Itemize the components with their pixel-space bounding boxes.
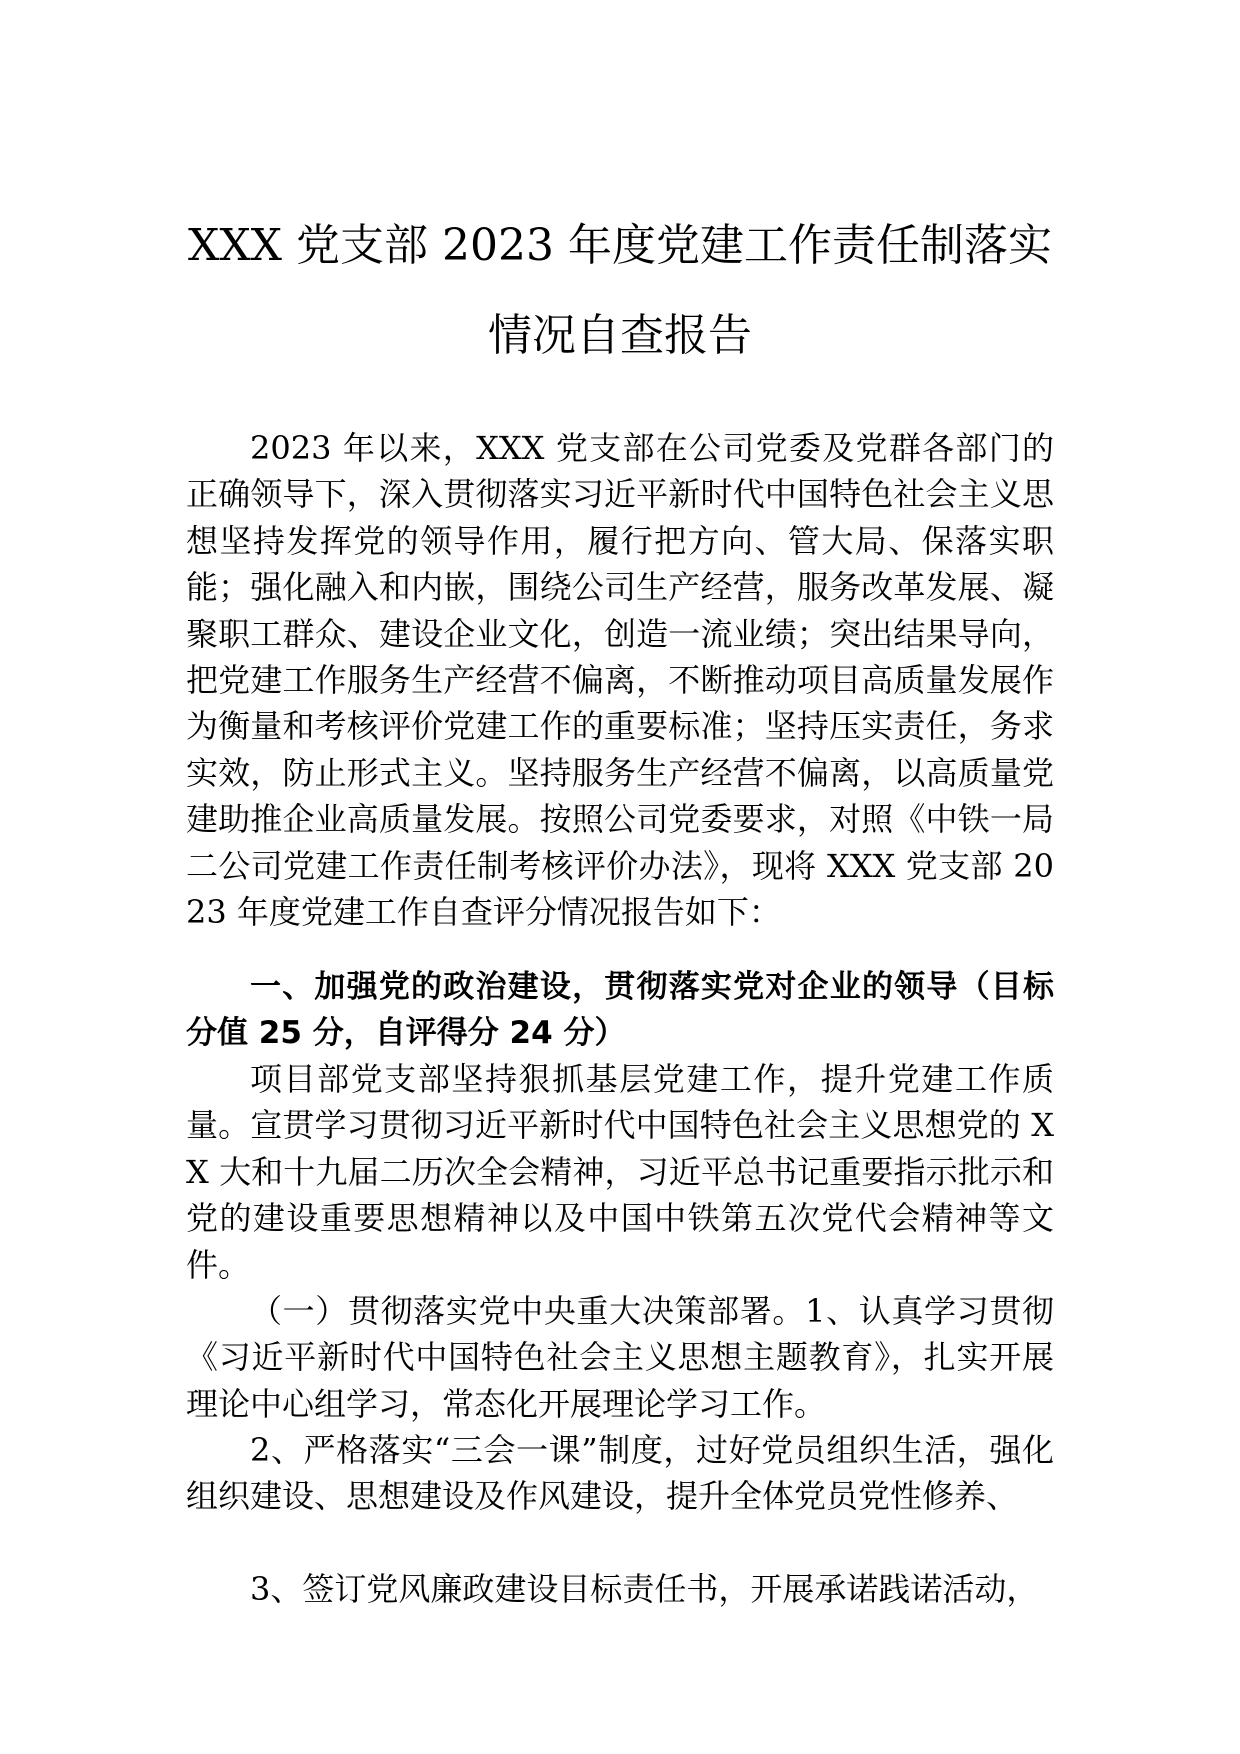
- document-page: [186, 0, 1054, 1754]
- body-paragraph: 项目部党支部坚持狠抓基层党建工作，提升党建工作质量。宣贯学习贯彻习近平新时代中国特色社会主义思想党的 XX 大和十九届二历次全会精神，习近平总书记重要指示批示和党的建设重要思想精神以及中国中铁第五次党代会精神等文件。: [186, 1060, 1054, 1284]
- list-item-2: 2、严格落实“三会一课”制度，过好党员组织生活，强化组织建设、思想建设及作风建设，提升全体党员党性修养、: [186, 1431, 1054, 1516]
- document-title-line-2: 情况自查报告: [488, 310, 752, 361]
- intro-paragraph: 2023 年以来，XXX 党支部在公司党委及党群各部门的正确领导下，深入贯彻落实习近平新时代中国特色社会主义思想坚持发挥党的领导作用，履行把方向、管大局、保落实职能；强化融入和内嵌，围绕公司生产经营，服务改革发展、凝聚职工群众、建设企业文化，创造一流业绩；突出结果导向，把党建工作服务生产经营不偏离，不断推动项目高质量发展作为衡量和考核评价党建工作的重要标准；坚持压实责任，务求实效，防止形式主义。坚持服务生产经营不偏离，以高质量党建助推企业高质量发展。按照公司党委要求，对照《中铁一局二公司党建工作责任制考核评价办法》，现将 XXX 党支部 2023 年度党建工作自查评分情况报告如下：: [186, 429, 1054, 932]
- document-title-line-1: XXX 党支部 2023 年度党建工作责任制落实: [188, 220, 1052, 271]
- list-item-3: 3、签订党风廉政建设目标责任书，开展承诺践诺活动，: [250, 1570, 1039, 1608]
- section-heading-1: 一、加强党的政治建设，贯彻落实党对企业的领导（目标分值 25 分，自评得分 24 分）: [186, 969, 1054, 1052]
- subsection-paragraph-1: （一）贯彻落实党中央重大决策部署。1、认真学习贯彻《习近平新时代中国特色社会主义思想主题教育》，扎实开展理论中心组学习，常态化开展理论学习工作。: [186, 1292, 1054, 1423]
